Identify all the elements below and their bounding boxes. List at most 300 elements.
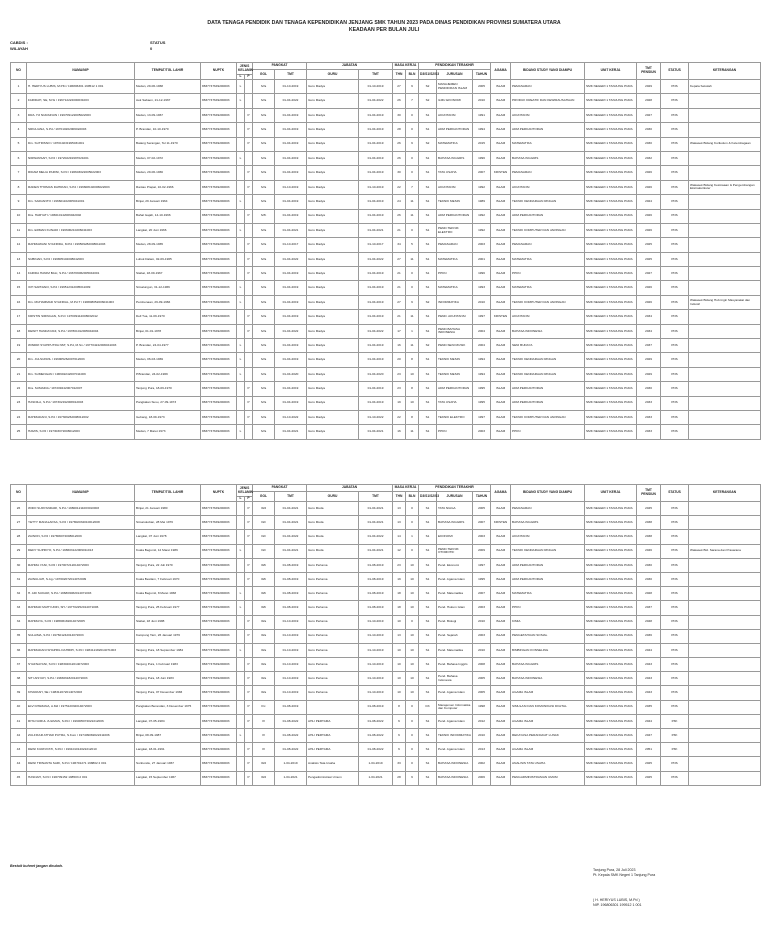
header-pendidikan: PENDIDIKAN TERAKHIR: [419, 485, 491, 492]
table-row: [11, 714, 761, 728]
cell-bidang: TEKNIK KOMPUTER DAN JARINGAN: [511, 223, 585, 237]
cell-jabatan: AHLI PERTAMA: [307, 714, 359, 728]
cell-tahun: 1995: [473, 396, 491, 410]
cell-tmt-jabatan: 01-04-2022: [359, 252, 393, 266]
cell-ttl: Binjai, 01-01-1978: [135, 324, 201, 338]
cell-tmt: 01-08-2019: [275, 558, 307, 572]
cell-strata: S1: [419, 658, 437, 672]
cell-tahun: 2012: [473, 714, 491, 728]
cell-keterangan: [689, 94, 761, 108]
cell-pensiun: 2026: [637, 281, 661, 295]
cell-keterangan: [689, 743, 761, 757]
cell-gol: IV/a: [253, 108, 275, 122]
signature-block: [593, 868, 655, 877]
cell-keterangan: [689, 558, 761, 572]
cell-nama: Dra. SUMAIDA / 197209242007012007: [27, 382, 135, 396]
cell-no: 40: [11, 700, 27, 714]
cell-nama: WIDO SURYANDARI, S.Pd / 198001211003010003: [27, 502, 135, 516]
cell-unit: SMK NEGERI 1 TANJUNG PURA: [585, 223, 637, 237]
header-jurusan: JURUSAN: [437, 492, 473, 502]
cell-jk-p: [245, 94, 253, 108]
cell-pensiun: 2043: [637, 686, 661, 700]
staff-table-1: [10, 62, 761, 440]
cell-jk-l: L: [237, 587, 245, 601]
cell-jurusan: BAHASA INGGRIS: [437, 516, 473, 530]
cabdis-label: CABDIS :: [10, 40, 28, 45]
cell-jk-l: L: [237, 643, 245, 657]
table-row: [11, 615, 761, 629]
cell-tmt-jabatan: 01-10-2019: [359, 80, 393, 94]
cell-nama: DEWI TRINANTA SARI, S.Pd / 196701271 198802 2 001: [27, 757, 135, 771]
cell-jk-l: [237, 743, 245, 757]
cell-agama: ISLAM: [491, 544, 511, 558]
cell-agama: ISLAM: [491, 672, 511, 686]
cell-jabatan: AHLI PERTAMA: [307, 743, 359, 757]
cell-ttl: Medan, 7 Maret 1973: [135, 425, 201, 439]
cell-status: PNS: [661, 108, 689, 122]
cell-unit: SMK NEGERI 1 TANJUNG PURA: [585, 658, 637, 672]
cell-no: 35: [11, 629, 27, 643]
cell-jurusan: PEMASARAN: [437, 238, 473, 252]
cell-bidang: PENGETAHUAN SOSIAL: [511, 629, 585, 643]
table-row: [11, 180, 761, 194]
cell-jabatan: Guru Pertama: [307, 572, 359, 586]
cell-jabatan: Guru Pertama: [307, 615, 359, 629]
table-row: [11, 516, 761, 530]
cell-agama: ISLAM: [491, 209, 511, 223]
cell-jurusan: ILMU EKONOMI: [437, 94, 473, 108]
cell-tahun: 1996: [473, 267, 491, 281]
header-pangkat: PANGKAT: [253, 63, 307, 70]
cell-status: PNS: [661, 410, 689, 424]
cell-ttl: Tanjung Pura, 07 Desember 1983: [135, 686, 201, 700]
header-agama: AGAMA: [491, 63, 511, 80]
table-row: [11, 771, 761, 785]
header-jenis-kelamin: JENIS KELAMIN: [237, 485, 253, 497]
cell-bidang: TEKNIK KENDARAAN RINGAN: [511, 195, 585, 209]
cell-jurusan: Pend. Hukum Islam: [437, 601, 473, 615]
cell-nuptk: 8837747649200003: [201, 601, 237, 615]
cell-agama: ISLAM: [491, 629, 511, 643]
cell-unit: SMK NEGERI 1 TANJUNG PURA: [585, 572, 637, 586]
cell-bidang: PENGADMINISTRASIAN UMUM: [511, 771, 585, 785]
cell-jurusan: ADM PERKANTORAN: [437, 209, 473, 223]
cell-bln: 11: [406, 339, 419, 353]
cell-status: PNS: [661, 572, 689, 586]
cell-nama: RAHMA YANI, S.Pd / 197007212014072003: [27, 558, 135, 572]
header-jenis-kelamin: JENIS KELAMIN: [237, 63, 253, 75]
cell-keterangan: [689, 382, 761, 396]
cell-status: PNS: [661, 80, 689, 94]
cell-no: 7: [11, 166, 27, 180]
cell-no: 14: [11, 267, 27, 281]
cell-jk-l: L: [237, 281, 245, 295]
cell-thn: 19: [393, 572, 406, 586]
cell-tahun: 1995: [473, 572, 491, 586]
cell-bln: 0: [406, 757, 419, 771]
cell-unit: SMK NEGERI 1 TANJUNG PURA: [585, 587, 637, 601]
cell-gol: IV/a: [253, 94, 275, 108]
cell-strata: S1: [419, 353, 437, 367]
cell-no: 28: [11, 530, 27, 544]
cell-bidang: TEKNIK KOMPUTER DAN JARINGAN: [511, 295, 585, 309]
cell-jabatan: Guru Madya: [307, 267, 359, 281]
cell-tmt-jabatan: 01-04-2019: [359, 382, 393, 396]
cell-ttl: Rantau Prapat, 10-02-1966: [135, 180, 201, 194]
cell-tmt-jabatan: 01-10-2017: [359, 238, 393, 252]
cell-jk-l: [237, 209, 245, 223]
cell-agama: ISLAM: [491, 151, 511, 165]
header-jk-p: P: [245, 497, 253, 502]
cell-tmt: 01-10-2017: [275, 238, 307, 252]
table-row: [11, 310, 761, 324]
cell-jk-p: [245, 587, 253, 601]
cell-unit: SMK NEGERI 1 TANJUNG PURA: [585, 558, 637, 572]
cell-jk-l: [237, 238, 245, 252]
cell-bln: 0: [406, 108, 419, 122]
cell-nama: Drs. MUHAMMAD SYAFRIAL, M.Pd.T / 196808052006041003: [27, 295, 135, 309]
header-tmt-pensiun: TMT PENSIUN: [637, 485, 661, 502]
cell-ttl: Tanjung Pura, 1 Februari 1983: [135, 658, 201, 672]
cell-bln: 11: [406, 252, 419, 266]
cell-strata: D3: [419, 700, 437, 714]
cell-gol: IV/a: [253, 324, 275, 338]
cell-thn: 6: [393, 729, 406, 743]
cell-nama: FARIDA HANIM BALI, S.Pd / 196709062005042001: [27, 267, 135, 281]
cell-tmt-jabatan: 1-04-2019: [359, 757, 393, 771]
cell-status: PNS: [661, 425, 689, 439]
cell-tahun: 2001: [473, 252, 491, 266]
header-nuptk: NUPTK: [201, 63, 237, 80]
cell-jk-p: P: [245, 267, 253, 281]
cell-tmt-jabatan: 01-04-2021: [359, 502, 393, 516]
cell-nuptk: 8837747649200003: [201, 558, 237, 572]
cell-bidang: ANALISIS TATA USAHA: [511, 757, 585, 771]
cell-agama: ISLAM: [491, 530, 511, 544]
cell-keterangan: [689, 123, 761, 137]
cell-no: 45: [11, 771, 27, 785]
cell-tmt: 01-10-2019: [275, 615, 307, 629]
cell-thn: 10: [393, 615, 406, 629]
cell-tmt-jabatan: 01-10-2022: [359, 410, 393, 424]
cell-nama: HASNAH, S.Pd / 196709152 198503 2 001: [27, 771, 135, 785]
cell-jk-p: [245, 151, 253, 165]
cell-pensiun: 2026: [637, 166, 661, 180]
cell-jk-p: P: [245, 516, 253, 530]
cell-jk-l: [237, 252, 245, 266]
cell-jk-l: [237, 700, 245, 714]
cell-pensiun: 2037: [637, 601, 661, 615]
cell-jabatan: Guru Pertama: [307, 587, 359, 601]
cell-jk-p: P: [245, 252, 253, 266]
cell-strata: S1: [419, 757, 437, 771]
cell-status: PNS: [661, 223, 689, 237]
cell-jurusan: ADM PERKANTORAN: [437, 123, 473, 137]
cell-thn: 26: [393, 137, 406, 151]
cell-thn: 10: [393, 686, 406, 700]
table-row: [11, 281, 761, 295]
cell-jabatan: Guru Madya: [307, 425, 359, 439]
cell-jurusan: Pend. Agama Islam: [437, 714, 473, 728]
cell-no: 4: [11, 123, 27, 137]
meta-right: [150, 40, 165, 51]
table-row: [11, 629, 761, 643]
signer-name: ( H. HERIYUS LUBIS, M.Pd ): [593, 898, 640, 902]
title-line-1: DATA TENAGA PENDIDIK DAN TENAGA KEPENDIDIKAN JENJANG SMK TAHUN 2023 PADA DINAS PENDIDIKAN PROVINSI SUMATERA UTARA: [207, 20, 561, 26]
cell-thn: 10: [393, 658, 406, 672]
cell-jabatan: Guru Madya: [307, 195, 359, 209]
cell-no: 39: [11, 686, 27, 700]
cell-bidang: AKUNTANSI: [511, 108, 585, 122]
cell-bln: 9: [406, 295, 419, 309]
header-jk-p: P: [245, 75, 253, 80]
header-jurusan: JURUSAN: [437, 70, 473, 80]
cell-jurusan: Pend. Bahasa Indonesia: [437, 672, 473, 686]
cell-gol: IV/a: [253, 410, 275, 424]
cell-status: PNS: [661, 353, 689, 367]
cell-tahun: 2005: [473, 80, 491, 94]
cell-jabatan: Guru Madya: [307, 108, 359, 122]
cell-tmt: 01-04-2019: [275, 295, 307, 309]
cell-jurusan: Pend. Matematika: [437, 643, 473, 657]
cell-jk-p: P: [245, 714, 253, 728]
header-status: STATUS: [661, 63, 689, 80]
cell-strata: S1: [419, 310, 437, 324]
cell-unit: SMK NEGERI 1 TANJUNG PURA: [585, 757, 637, 771]
cell-tmt: 01-04-2019: [275, 396, 307, 410]
cell-jurusan: BAHASA INDONESIA: [437, 771, 473, 785]
cell-tmt-jabatan: 01-04-2019: [359, 209, 393, 223]
cell-keterangan: [689, 601, 761, 615]
cell-strata: S1: [419, 771, 437, 785]
cell-jk-l: L: [237, 367, 245, 381]
table-row: [11, 195, 761, 209]
cell-tmt-jabatan: 01-04-2019: [359, 123, 393, 137]
cell-agama: ISLAM: [491, 587, 511, 601]
cell-strata: S1: [419, 209, 437, 223]
header-agama: AGAMA: [491, 485, 511, 502]
cell-jk-p: P: [245, 672, 253, 686]
cell-tmt-jabatan: 01-10-2019: [359, 658, 393, 672]
cell-thn: 23: [393, 558, 406, 572]
cell-agama: ISLAM: [491, 558, 511, 572]
header-keterangan: KETERANGAN: [689, 63, 761, 80]
cell-tahun: 2005: [473, 502, 491, 516]
cell-bln: 0: [406, 516, 419, 530]
cell-jurusan: TEKNIK MESIN: [437, 195, 473, 209]
cell-pensiun: 2026: [637, 209, 661, 223]
cell-jurusan: BAHASA INDONESIA: [437, 757, 473, 771]
cell-tahun: 2004: [473, 339, 491, 353]
cell-jabatan: AHLI PERTAMA: [307, 729, 359, 743]
cell-keterangan: [689, 757, 761, 771]
cell-unit: SMK NEGERI 1 TANJUNG PURA: [585, 530, 637, 544]
cell-gol: IV/a: [253, 195, 275, 209]
cell-gol: II/c: [253, 700, 275, 714]
cell-nuptk: 8837747649200003: [201, 324, 237, 338]
cell-thn: 13: [393, 502, 406, 516]
cell-bln: 10: [406, 672, 419, 686]
cell-tmt-jabatan: 01-04-2019: [359, 310, 393, 324]
cell-keterangan: [689, 714, 761, 728]
cell-unit: SMK NEGERI 1 TANJUNG PURA: [585, 425, 637, 439]
cell-tmt: 01-04-2019: [275, 267, 307, 281]
cell-tmt: 01-08-2022: [275, 729, 307, 743]
cell-jk-p: P: [245, 324, 253, 338]
cell-agama: ISLAM: [491, 123, 511, 137]
cell-bidang: AKUNTANSI: [511, 310, 585, 324]
cell-tmt: 01-04-2019: [275, 353, 307, 367]
cell-unit: SMK NEGERI 1 TANJUNG PURA: [585, 686, 637, 700]
cell-gol: IV/a: [253, 238, 275, 252]
table-row: [11, 137, 761, 151]
cell-tmt-jabatan: 01-04-2019: [359, 267, 393, 281]
cell-tahun: 2002: [473, 757, 491, 771]
cell-status: PNS: [661, 180, 689, 194]
cell-ttl: Kuala Begumit, 12 Maret 1986: [135, 544, 201, 558]
cell-jk-p: P: [245, 382, 253, 396]
cell-unit: SMK NEGERI 1 TANJUNG PURA: [585, 672, 637, 686]
cell-nama: HAMIS, S.Pd / 197303072008012003: [27, 425, 135, 439]
cell-jurusan: MANAJEMEN PENDIDIKAN ISLAM: [437, 80, 473, 94]
cell-nuptk: 8837747649200003: [201, 700, 237, 714]
cell-nama: Drs. ERMAN KUNADI / 196606210206041003: [27, 223, 135, 237]
cell-nuptk: 8837747649200003: [201, 658, 237, 672]
cell-strata: S1: [419, 729, 437, 743]
cell-thn: 26: [393, 209, 406, 223]
cell-tmt-jabatan: 01-10-2019: [359, 629, 393, 643]
cell-no: 16: [11, 295, 27, 309]
cell-jurusan: MATEMATIKA: [437, 252, 473, 266]
cell-thn: 6: [393, 743, 406, 757]
cell-agama: ISLAM: [491, 180, 511, 194]
cell-tmt-jabatan: 01-04-2019: [359, 151, 393, 165]
cell-tmt-jabatan: 1-04-2021: [359, 771, 393, 785]
cell-jurusan: TEKNIK INFORMATIKA: [437, 729, 473, 743]
cell-jk-l: [237, 516, 245, 530]
header-unit: UNIT KERJA: [585, 485, 637, 502]
cell-bln: 7: [406, 180, 419, 194]
cell-gol: IV/a: [253, 252, 275, 266]
cell-nuptk: 8837747649200003: [201, 108, 237, 122]
cell-no: 29: [11, 544, 27, 558]
cell-gol: IV/a: [253, 267, 275, 281]
cell-tahun: 2005: [473, 672, 491, 686]
cell-pensiun: 2033: [637, 425, 661, 439]
cell-nuptk: 8837747649200003: [201, 572, 237, 586]
table-row: [11, 166, 761, 180]
cell-agama: ISLAM: [491, 502, 511, 516]
cell-strata: S1: [419, 151, 437, 165]
cell-pensiun: 2026: [637, 295, 661, 309]
cell-jk-p: [245, 643, 253, 657]
table-row: [11, 396, 761, 410]
cell-gol: III/c: [253, 544, 275, 558]
cell-tmt-jabatan: 01-04-2019: [359, 166, 393, 180]
cell-thn: 30: [393, 166, 406, 180]
cell-thn: 6: [393, 714, 406, 728]
cell-no: 11: [11, 223, 27, 237]
cell-strata: S1: [419, 615, 437, 629]
cell-jurusan: PEND.TEKNIK ELEKTRO: [437, 223, 473, 237]
cell-status: PNS: [661, 643, 689, 657]
cell-bidang: ADM.PERKANTORAN: [511, 396, 585, 410]
cell-jurusan: EKONOMI: [437, 530, 473, 544]
cell-jurusan: AKUNTANSI: [437, 180, 473, 194]
cell-jk-l: [237, 629, 245, 643]
header-tmt-jabatan: TMT: [359, 492, 393, 502]
cell-bln: 0: [406, 615, 419, 629]
cell-ttl: Tanjung Pura, 18 September 1984: [135, 643, 201, 657]
cell-bidang: AKUNTANSI: [511, 530, 585, 544]
cell-thn: 10: [393, 672, 406, 686]
cell-pensiun: 2033: [637, 410, 661, 424]
cell-keterangan: [689, 281, 761, 295]
cell-jabatan: Guru Madya: [307, 382, 359, 396]
cell-keterangan: [689, 166, 761, 180]
cell-tmt-jabatan: 01-08-2019: [359, 700, 393, 714]
cell-pensiun: 2036: [637, 629, 661, 643]
cell-thn: 28: [393, 123, 406, 137]
cell-nuptk: 8837747649200003: [201, 382, 237, 396]
cell-tmt: 01-10-2019: [275, 180, 307, 194]
cell-status: PNS: [661, 587, 689, 601]
cell-agama: ISLAM: [491, 686, 511, 700]
cell-jabatan: Guru Madya: [307, 295, 359, 309]
cell-bidang: TEKNIK KENDARAAN RINGAN: [511, 367, 585, 381]
cell-thn: 26: [393, 151, 406, 165]
status-value: 0: [150, 45, 153, 51]
cell-unit: SMK NEGERI 1 TANJUNG PURA: [585, 502, 637, 516]
cell-tmt: 01-04-2019: [275, 137, 307, 151]
cell-unit: SMK NEGERI 1 TANJUNG PURA: [585, 544, 637, 558]
table-row: [11, 123, 761, 137]
cell-jabatan: [307, 700, 359, 714]
cell-bidang: BAHASA INGGRIS: [511, 516, 585, 530]
cell-strata: S2: [419, 94, 437, 108]
cell-nama: DEWI KURNIYATI, S.Pd.I / 199101012022212010: [27, 743, 135, 757]
cell-jk-p: P: [245, 410, 253, 424]
cell-status: P3K: [661, 743, 689, 757]
cell-strata: S2: [419, 80, 437, 94]
cell-gol: IX: [253, 729, 275, 743]
cell-jk-p: P: [245, 209, 253, 223]
cell-status: PNS: [661, 771, 689, 785]
cell-jabatan: Guru Muda: [307, 530, 359, 544]
cell-ttl: Binjai, 29 Januari 1964: [135, 195, 201, 209]
header-jk-l: L: [237, 497, 245, 502]
cell-bidang: TEKNIK KENDARAAN RINGAN: [511, 544, 585, 558]
cell-bln: 0: [406, 123, 419, 137]
cell-tmt-jabatan: 01-04-2019: [359, 281, 393, 295]
cell-bidang: SIMULASI DAN KOMUNIKASI DIGITAL: [511, 700, 585, 714]
cell-no: 38: [11, 672, 27, 686]
cell-status: PNS: [661, 516, 689, 530]
cell-status: PNS: [661, 601, 689, 615]
cell-strata: S1: [419, 166, 437, 180]
cell-keterangan: [689, 252, 761, 266]
cell-agama: ISLAM: [491, 137, 511, 151]
cell-tahun: 1994: [473, 367, 491, 381]
cell-gol: IV/a: [253, 80, 275, 94]
cell-thn: 27: [393, 295, 406, 309]
cell-nama: Drs. SARJANTO / 196601102005041001: [27, 195, 135, 209]
cell-jk-p: P: [245, 615, 253, 629]
cell-keterangan: [689, 729, 761, 743]
cell-jk-l: [237, 123, 245, 137]
cell-unit: SMK NEGERI 1 TANJUNG PURA: [585, 353, 637, 367]
cell-tmt: 01-10-2019: [275, 643, 307, 657]
